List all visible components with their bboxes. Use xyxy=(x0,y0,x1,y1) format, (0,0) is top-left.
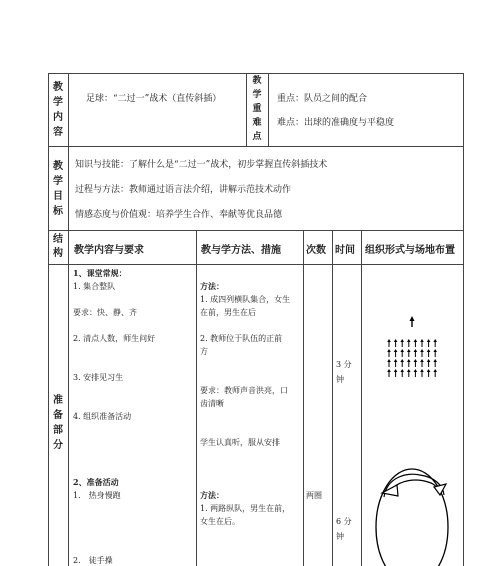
method-3-line-2: 女生在后。 xyxy=(200,517,240,526)
table-right-border xyxy=(463,73,464,566)
student-marker xyxy=(387,339,391,347)
student-marker xyxy=(420,369,424,377)
key-label-right-divider xyxy=(268,73,269,146)
lap-count: 两圈 xyxy=(306,491,322,500)
organization-header: 组织形式与场地布置 xyxy=(365,245,455,256)
difficulty-text: 难点：出球的准确度与平稳度 xyxy=(277,118,395,128)
goal-attitude-text: 情感态度与价值观：培养学生合作、奉献等优良品德 xyxy=(75,210,283,220)
row1-bottom-border xyxy=(48,146,464,147)
teacher-marker xyxy=(410,316,415,327)
student-marker xyxy=(414,339,418,347)
student-marker xyxy=(394,369,398,377)
student-marker xyxy=(427,339,431,347)
student-marker xyxy=(407,359,411,367)
student-marker xyxy=(387,349,391,357)
jogging-track xyxy=(376,469,448,566)
method-2-line-1: 2. 教师位于队伍的正前 xyxy=(200,334,283,343)
routine-section-title: 1、课堂常规： xyxy=(73,268,127,278)
headcount-item: 2. 清点人数，师生问好 xyxy=(73,334,156,343)
student-marker xyxy=(414,369,418,377)
label-column-divider xyxy=(68,73,69,566)
student-marker xyxy=(433,339,437,347)
student-marker xyxy=(400,339,404,347)
student-marker xyxy=(400,369,404,377)
requirement-text: 要求：快、静、齐 xyxy=(73,308,137,317)
time-column-divider xyxy=(332,230,333,566)
key-difficulty-label: 教 学 重 难 点 xyxy=(252,76,262,142)
time-1: 3 分 钟 xyxy=(336,360,352,384)
student-marker xyxy=(407,339,411,347)
teaching-content-text: 足球：“二过一”战术（直传斜插） xyxy=(86,94,222,104)
student-marker xyxy=(427,359,431,367)
time-header: 时间 xyxy=(335,245,355,256)
observer-item: 3. 安排见习生 xyxy=(73,373,124,382)
student-requirement: 学生认真听，服从安排 xyxy=(200,438,280,447)
student-marker xyxy=(433,369,437,377)
student-marker xyxy=(387,359,391,367)
student-marker xyxy=(420,359,424,367)
gather-item: 1. 集合整队 xyxy=(73,282,116,291)
table-left-border xyxy=(48,73,49,566)
structure-header: 结 构 xyxy=(53,234,63,259)
teaching-content-label: 教 学 内 容 xyxy=(53,82,63,138)
student-marker xyxy=(407,369,411,377)
student-marker xyxy=(427,369,431,377)
student-marker xyxy=(400,359,404,367)
content-header: 教学内容与要求 xyxy=(74,245,144,256)
teaching-goal-label: 教 学 目 标 xyxy=(53,161,63,217)
goal-knowledge-text: 知识与技能：了解什么是“二过一”战术，初步掌握直传斜插技术 xyxy=(75,160,328,170)
student-marker xyxy=(407,349,411,357)
student-marker xyxy=(394,349,398,357)
warmup-org-item: 4. 组织准备活动 xyxy=(73,412,132,421)
student-marker xyxy=(394,359,398,367)
student-formation xyxy=(387,339,437,377)
formation-diagram xyxy=(362,265,463,566)
method-3-line-1: 1. 两路纵队，男生在前， xyxy=(200,504,291,513)
student-marker xyxy=(427,349,431,357)
warmup-section-title: 2、准备活动 xyxy=(73,477,119,487)
key-point-text: 重点：队员之间的配合 xyxy=(277,94,368,104)
method-1-line-2: 在前，男生在后 xyxy=(200,308,256,317)
student-marker xyxy=(387,369,391,377)
methods-header: 教与学方法、措施 xyxy=(201,245,281,256)
teacher-requirement-line-1: 要求：教师声音洪亮，口 xyxy=(200,386,288,395)
student-marker xyxy=(400,349,404,357)
student-marker xyxy=(433,349,437,357)
student-marker xyxy=(414,359,418,367)
teacher-requirement-line-2: 齿清晰 xyxy=(200,399,224,408)
row2-bottom-border xyxy=(48,230,464,231)
method-label-1: 方法： xyxy=(200,281,224,291)
student-marker xyxy=(433,359,437,367)
count-header: 次数 xyxy=(306,245,326,256)
method-2-line-2: 方 xyxy=(200,347,208,356)
student-marker xyxy=(420,339,424,347)
method-label-2: 方法： xyxy=(200,490,224,500)
freehand-exercise-item: 2. 徒手操 xyxy=(73,556,113,565)
student-marker xyxy=(414,349,418,357)
method-1-line-1: 1. 成四列横队集合，女生 xyxy=(200,295,291,304)
student-marker xyxy=(394,339,398,347)
student-marker xyxy=(420,349,424,357)
preparation-part-label: 准 备 部 分 xyxy=(53,395,63,451)
jog-item: 1. 热身慢跑 xyxy=(73,491,121,500)
goal-process-text: 过程与方法：教师通过语言法介绍，讲解示范技术动作 xyxy=(75,185,292,195)
count-column-divider xyxy=(303,230,304,566)
time-2: 6 分 钟 xyxy=(336,517,352,541)
methods-column-divider xyxy=(196,230,197,566)
